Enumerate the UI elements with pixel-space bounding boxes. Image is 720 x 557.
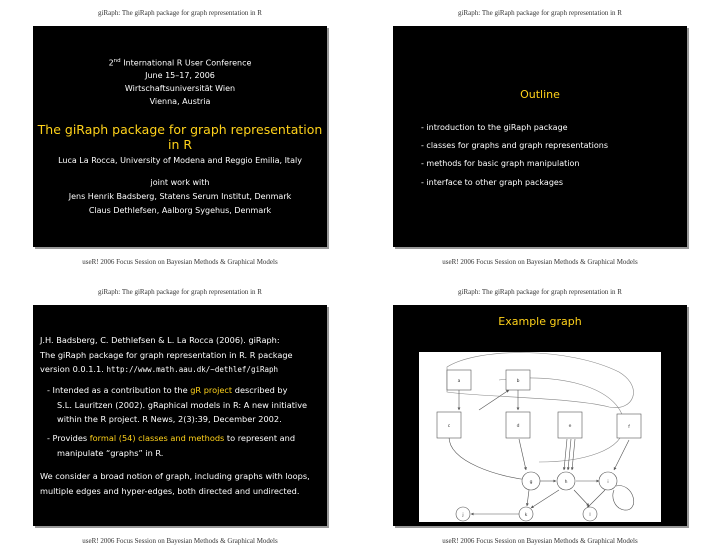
edge	[519, 439, 526, 470]
page-2	[360, 0, 720, 278]
reference-slide	[33, 305, 327, 526]
gr-project-link[interactable]: gR project	[190, 385, 233, 395]
running-header: giRaph: The giRaph package for graph representation in R	[98, 288, 262, 296]
edge	[614, 440, 629, 470]
conference-name: 2nd International R User Conference	[108, 58, 252, 68]
running-footer: useR! 2006 Focus Session on Bayesian Methods & Graphical Models	[82, 537, 278, 545]
node-label: c	[447, 424, 451, 429]
classes-methods-link[interactable]: formal (54) classes and methods	[89, 433, 225, 443]
conference-city: Vienna, Austria	[149, 97, 211, 106]
edge	[587, 490, 605, 508]
node-label: b	[516, 379, 520, 384]
node-label: e	[568, 424, 572, 429]
outline-slide	[393, 26, 687, 247]
joint-work-label: joint work with	[150, 178, 210, 187]
example-graph-title: Example graph	[498, 315, 582, 328]
node-label: a	[457, 379, 461, 384]
page-1	[0, 0, 360, 278]
running-footer: useR! 2006 Focus Session on Bayesian Methods & Graphical Models	[442, 537, 638, 545]
node-label: g	[529, 480, 533, 485]
example-graph-slide	[393, 305, 687, 526]
node-label: d	[516, 424, 520, 429]
node-label: i	[607, 480, 609, 485]
conference-dates: June 15–17, 2006	[145, 71, 215, 80]
coauthor-2: Claus Dethlefsen, Aalborg Sygehus, Denmark	[88, 206, 272, 215]
hyper-edge-outline	[447, 353, 633, 408]
edge	[572, 439, 575, 470]
node-label: h	[564, 480, 568, 485]
edge	[574, 490, 589, 506]
page-3	[0, 279, 360, 557]
node-label: l	[589, 513, 591, 518]
edge	[479, 390, 509, 410]
edge	[568, 439, 571, 470]
title-slide	[33, 26, 327, 247]
running-header: giRaph: The giRaph package for graph representation in R	[98, 9, 262, 17]
package-url-link[interactable]: http://www.math.aau.dk/~dethlef/giRaph	[106, 365, 279, 374]
edge	[449, 437, 529, 480]
running-header: giRaph: The giRaph package for graph representation in R	[458, 288, 622, 296]
talk-title: The giRaph package for graph representation in R	[37, 122, 323, 152]
edge	[527, 490, 529, 506]
bullet-classes: - Provides formal (54) classes and methods to represent and manipulate “graphs” in R.	[47, 433, 296, 458]
list-item: - interface to other graph packages	[421, 178, 563, 187]
running-footer: useR! 2006 Focus Session on Bayesian Methods & Graphical Models	[442, 258, 638, 266]
node-label: j	[462, 513, 464, 518]
list-item: - classes for graphs and graph representations	[421, 141, 608, 150]
coauthor-1: Jens Henrik Badsberg, Statens Serum Institut, Denmark	[68, 192, 292, 201]
node-label: k	[524, 513, 528, 518]
outline-title: Outline	[520, 88, 560, 101]
graph-notion-paragraph: We consider a broad notion of graph, including graphs with loops, multiple edges and hyper-edges, both directed and undirected.	[40, 471, 310, 496]
edge	[531, 490, 559, 508]
page-4	[360, 279, 720, 557]
graph-figure	[419, 352, 661, 522]
graph-diagram	[419, 352, 661, 522]
reference-citation: J.H. Badsberg, C. Dethlefsen & L. La Rocca (2006). giRaph: The giRaph package for graph representation in R. R package version 0.0.1.1. http://www.math.aau.dk/~dethlef/giRaph	[40, 335, 293, 374]
author: Luca La Rocca, University of Modena and Reggio Emilia, Italy	[58, 156, 302, 165]
conference-venue: Wirtschaftsuniversität Wien	[124, 84, 236, 93]
running-header: giRaph: The giRaph package for graph representation in R	[458, 9, 622, 17]
loop-edge	[613, 486, 634, 510]
list-item: - methods for basic graph manipulation	[421, 159, 580, 168]
bullet-gr-project: - Intended as a contribution to the gR project described by S.L. Lauritzen (2002). gRaphical models in R: A new initiative within the R project. R News, 2(3):39, December 2002.	[47, 385, 308, 424]
running-footer: useR! 2006 Focus Session on Bayesian Methods & Graphical Models	[82, 258, 278, 266]
node-label: f	[628, 425, 630, 430]
list-item: - introduction to the giRaph package	[421, 123, 568, 132]
edge	[564, 439, 567, 470]
